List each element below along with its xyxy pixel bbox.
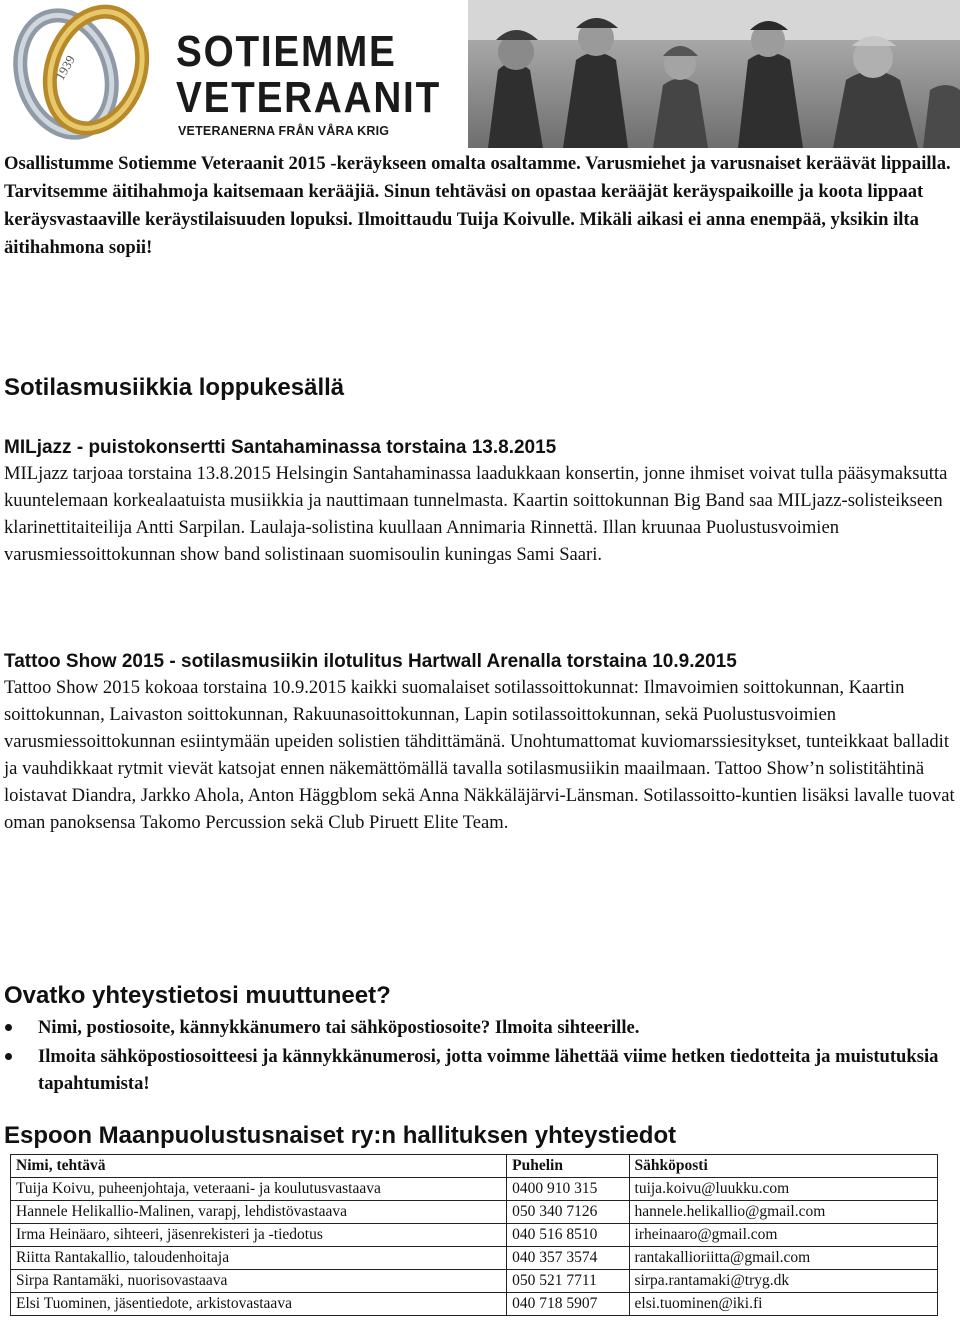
bullet-icon [5, 1053, 12, 1060]
header-banner [0, 0, 960, 148]
cell-name: Tuija Koivu, puheenjohtaja, veteraani- ja koulutusvastaava [11, 1178, 507, 1201]
contact-update-title [4, 982, 958, 1010]
cell-phone: 040 516 8510 [507, 1224, 629, 1247]
table-header-row [11, 1155, 938, 1178]
logo-title-line2: VETERAANIT [176, 73, 441, 122]
cell-phone: 0400 910 315 [507, 1178, 629, 1201]
contact-update-heading: Ovatko yhteystietosi muuttuneet? [4, 982, 391, 1009]
cell-email: tuija.koivu@luukku.com [629, 1178, 937, 1201]
table-row [11, 1247, 938, 1270]
miljazz-body: MILjazz tarjoaa torstaina 13.8.2015 Helsingin Santahaminassa laadukkaan konsertin, jonne ihmiset voivat tulla pääsymaksutta kuuntelemaan korkealaatuista musiikkia ja nauttimaan tunnelmasta. Kaartin soittokunnan Big Band saa MILjazz-solisteikseen klarinettitaiteilija Antti Sarpilan. Laulaja-solistina kuullaan Annimaria Rinnettä. Illan kruunaa Puolustusvoimien varusmiessoittokunnan show band solistinaan suomisoulin kuningas Sami Saari. [4, 463, 948, 565]
column-header-name: Nimi, tehtävä [11, 1155, 507, 1178]
table-row [11, 1178, 938, 1201]
tattoo-show-section [4, 650, 958, 836]
ring-engraving: 1939 [52, 52, 79, 83]
bullet-icon [5, 1024, 12, 1031]
wedding-rings-logo-icon [4, 0, 164, 148]
cell-phone: 050 340 7126 [507, 1201, 629, 1224]
table-row [11, 1201, 938, 1224]
miljazz-heading: MILjazz - puistokonsertti Santahaminassa torstaina 13.8.2015 [4, 437, 557, 458]
table-row [11, 1293, 938, 1316]
logo-title-line1: SOTIEMME [176, 27, 397, 76]
cell-name: Irma Heinäaro, sihteeri, jäsenrekisteri ja -tiedotus [11, 1224, 507, 1247]
cell-name: Hannele Helikallio-Malinen, varapj, lehdistövastaava [11, 1201, 507, 1224]
section-music-title [4, 374, 958, 402]
list-item: Nimi, postiosoite, kännykkänumero tai sähköpostiosoite? Ilmoita sihteerille. [0, 1014, 958, 1041]
board-contacts-heading: Espoon Maanpuolustusnaiset ry:n hallituksen yhteystiedot [4, 1122, 677, 1149]
intro-text: Osallistumme Sotiemme Veteraanit 2015 -keräykseen omalta osaltamme. Varusmiehet ja varusnaiset keräävät lippailla. Tarvitsemme äitihahmoja kaitsemaan kerääjiä. Sinun tehtäväsi on opastaa kerääjät keräyspaikoille ja koota lippaat keräysvastaaville keräystilaisuuden lopuksi. Ilmoittaudu Tuija Koivulle. Mikäli aikasi ei anna enempää, yksikin ilta äitihahmona sopii! [4, 153, 951, 258]
miljazz-section [4, 436, 958, 568]
board-contacts-table [10, 1154, 938, 1316]
cell-name: Elsi Tuominen, jäsentiedote, arkistovastaava [11, 1293, 507, 1316]
logo-tagline: VETERANERNA FRÅN VÅRA KRIG [178, 124, 390, 138]
contact-update-list [0, 1014, 958, 1099]
cell-email: sirpa.rantamaki@tryg.dk [629, 1270, 937, 1293]
tattoo-show-heading: Tattoo Show 2015 - sotilasmusiikin ilotulitus Hartwall Arenalla torstaina 10.9.2015 [4, 651, 737, 672]
intro-paragraph [4, 150, 958, 262]
tattoo-show-body: Tattoo Show 2015 kokoaa torstaina 10.9.2015 kaikki suomalaiset sotilassoittokunnat: Ilmavoimien soittokunnan, Kaartin soittokunnan, Laivaston soittokunnan, Rakuunasoittokunnan, Lapin sotilassoittokunnan, sekä Puolustusvoimien varusmiessoittokunnan esiintymään upeiden solistien tähdittämänä. Unohtumattomat kuviomarssiesitykset, tunteikkaat balladit ja vauhdikkaat rytmit vievät katsojat ennen näkemättömällä tavalla sotilasmusiikin maailmaan. Tattoo Show’n solistitähtinä loistavat Diandra, Jarkko Ahola, Anton Häggblom sekä Anna Näkkäläjärvi-Länsman. Sotilassoitto-kuntien lisäksi lavalle tuovat oman panoksensa Takomo Percussion sekä Club Piruett Elite Team. [4, 677, 955, 833]
column-header-email: Sähköposti [629, 1155, 937, 1178]
cell-phone: 040 357 3574 [507, 1247, 629, 1270]
section-music-heading: Sotilasmusiikkia loppukesällä [4, 374, 345, 401]
list-item: Ilmoita sähköpostiosoitteesi ja kännykkänumerosi, jotta voimme lähettää viime hetken tiedotteita ja muistutuksia tapahtumista! [0, 1043, 958, 1097]
cell-phone: 040 718 5907 [507, 1293, 629, 1316]
cell-email: rantakallioriitta@gmail.com [629, 1247, 937, 1270]
table-row [11, 1270, 938, 1293]
cell-name: Riitta Rantakallio, taloudenhoitaja [11, 1247, 507, 1270]
cell-email: irheinaaro@gmail.com [629, 1224, 937, 1247]
cell-email: hannele.helikallio@gmail.com [629, 1201, 937, 1224]
cell-phone: 050 521 7711 [507, 1270, 629, 1293]
table-row [11, 1224, 938, 1247]
cell-name: Sirpa Rantamäki, nuorisovastaava [11, 1270, 507, 1293]
board-contacts-title [4, 1122, 958, 1150]
column-header-phone: Puhelin [507, 1155, 629, 1178]
cell-email: elsi.tuominen@iki.fi [629, 1293, 937, 1316]
veterans-group-photo [468, 0, 960, 148]
